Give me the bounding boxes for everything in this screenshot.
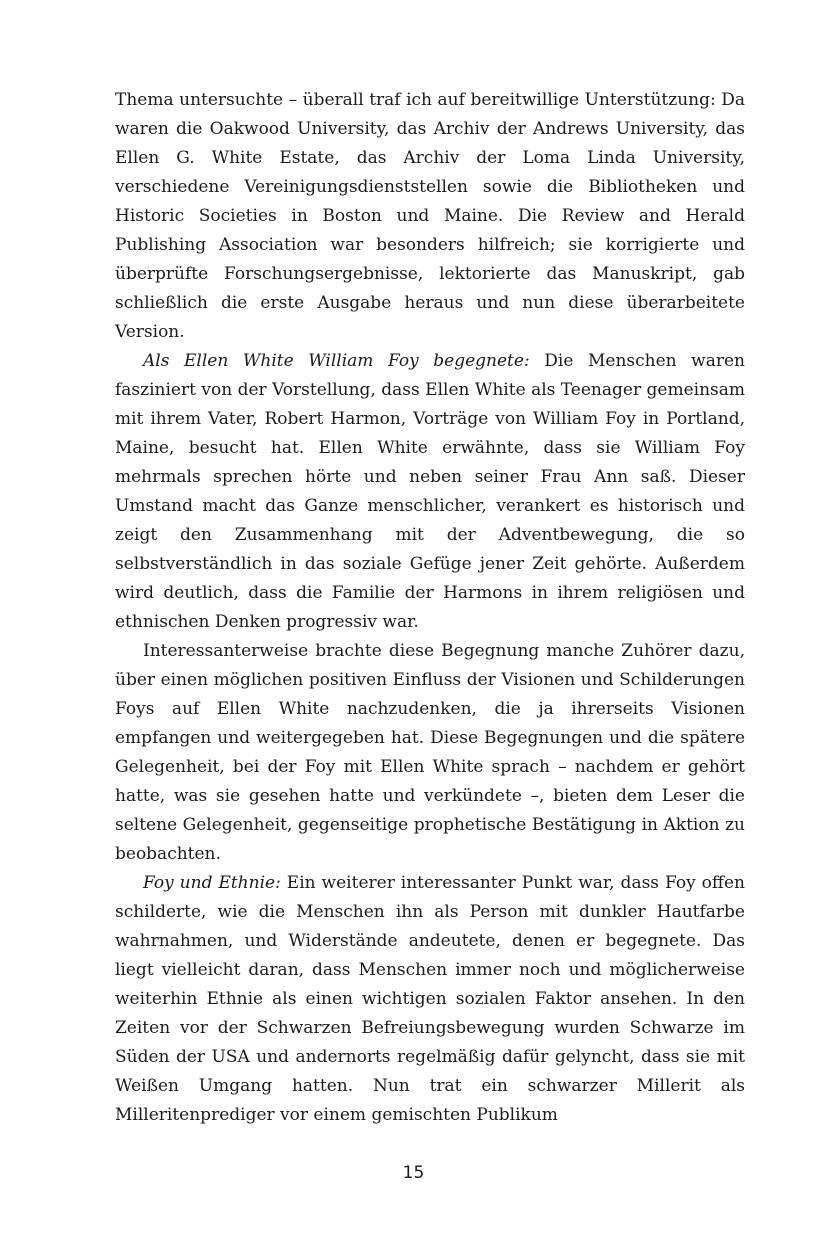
paragraph-influence	[115, 637, 745, 869]
page-number: 15	[402, 1163, 425, 1183]
paragraph-lead-heading: Als Ellen White William Foy begegnete:	[143, 351, 530, 371]
paragraph-text: Die Menschen waren fasziniert von der Vorstellung, dass Ellen White als Teenager gemeinsam mit ihrem Vater, Robert Harmon, Vorträge von William Foy in Portland, Maine, besucht hat. Ellen White erwähnte, dass sie William Foy mehrmals sprechen hörte und neben seiner Frau Ann saß. Dieser Umstand macht das Ganze menschlicher, verankert es historisch und zeigt den Zusammenhang mit der Adventbewegung, die so selbstverständlich in das soziale Gefüge jener Zeit gehörte. Außerdem wird deutlich, dass die Familie der Harmons in ihrem religiösen und ethnischen Denken progressiv war.	[115, 351, 746, 632]
page-body	[115, 86, 745, 1130]
paragraph-text: Ein weiterer interessanter Punkt war, dass Foy offen schilderte, wie die Menschen ihn als Person mit dunkler Hautfarbe wahrnahmen, und Widerstände andeutete, denen er begegnete. Das liegt vielleicht daran, dass Menschen immer noch und möglicherweise weiterhin Ethnie als einen wichtigen sozialen Faktor ansehen. In den Zeiten vor der Schwarzen Befreiungsbewegung wurden Schwarze im Süden der USA und andernorts regelmäßig dafür gelyncht, dass sie mit Weißen Umgang hatten. Nun trat ein schwarzer Millerit als Milleritenprediger vor einem gemischten Publikum	[115, 873, 746, 1125]
paragraph-foy-ethnicity	[115, 869, 745, 1130]
paragraph-text: Interessanterweise brachte diese Begegnung manche Zuhörer dazu, über einen möglichen positiven Einfluss der Visionen und Schilderungen Foys auf Ellen White nachzudenken, die ja ihrerseits Visionen empfangen und weitergegeben hat. Diese Begegnungen und die spätere Gelegenheit, bei der Foy mit Ellen White sprach – nachdem er gehört hatte, was sie gesehen hatte und verkündete –, bieten dem Leser die seltene Gelegenheit, gegenseitige prophetische Bestätigung in Aktion zu beobachten.	[115, 641, 745, 864]
paragraph-lead-heading: Foy und Ethnie:	[143, 873, 281, 893]
paragraph-foy-meeting	[115, 347, 745, 637]
paragraph-acknowledgements	[115, 86, 745, 347]
paragraph-text: Thema untersuchte – überall traf ich auf bereitwillige Unterstützung: Da waren die Oakwood University, das Archiv der Andrews University, das Ellen G. White Estate, das Archiv der Loma Linda University, verschiedene Vereinigungsdienststellen sowie die Bibliotheken und Historic Societies in Boston und Maine. Die Review and Herald Publishing Association war besonders hilfreich; sie korrigierte und überprüfte Forschungsergebnisse, lektorierte das Manuskript, gab schließlich die erste Ausgabe heraus und nun diese überarbeitete Version.	[115, 90, 745, 342]
